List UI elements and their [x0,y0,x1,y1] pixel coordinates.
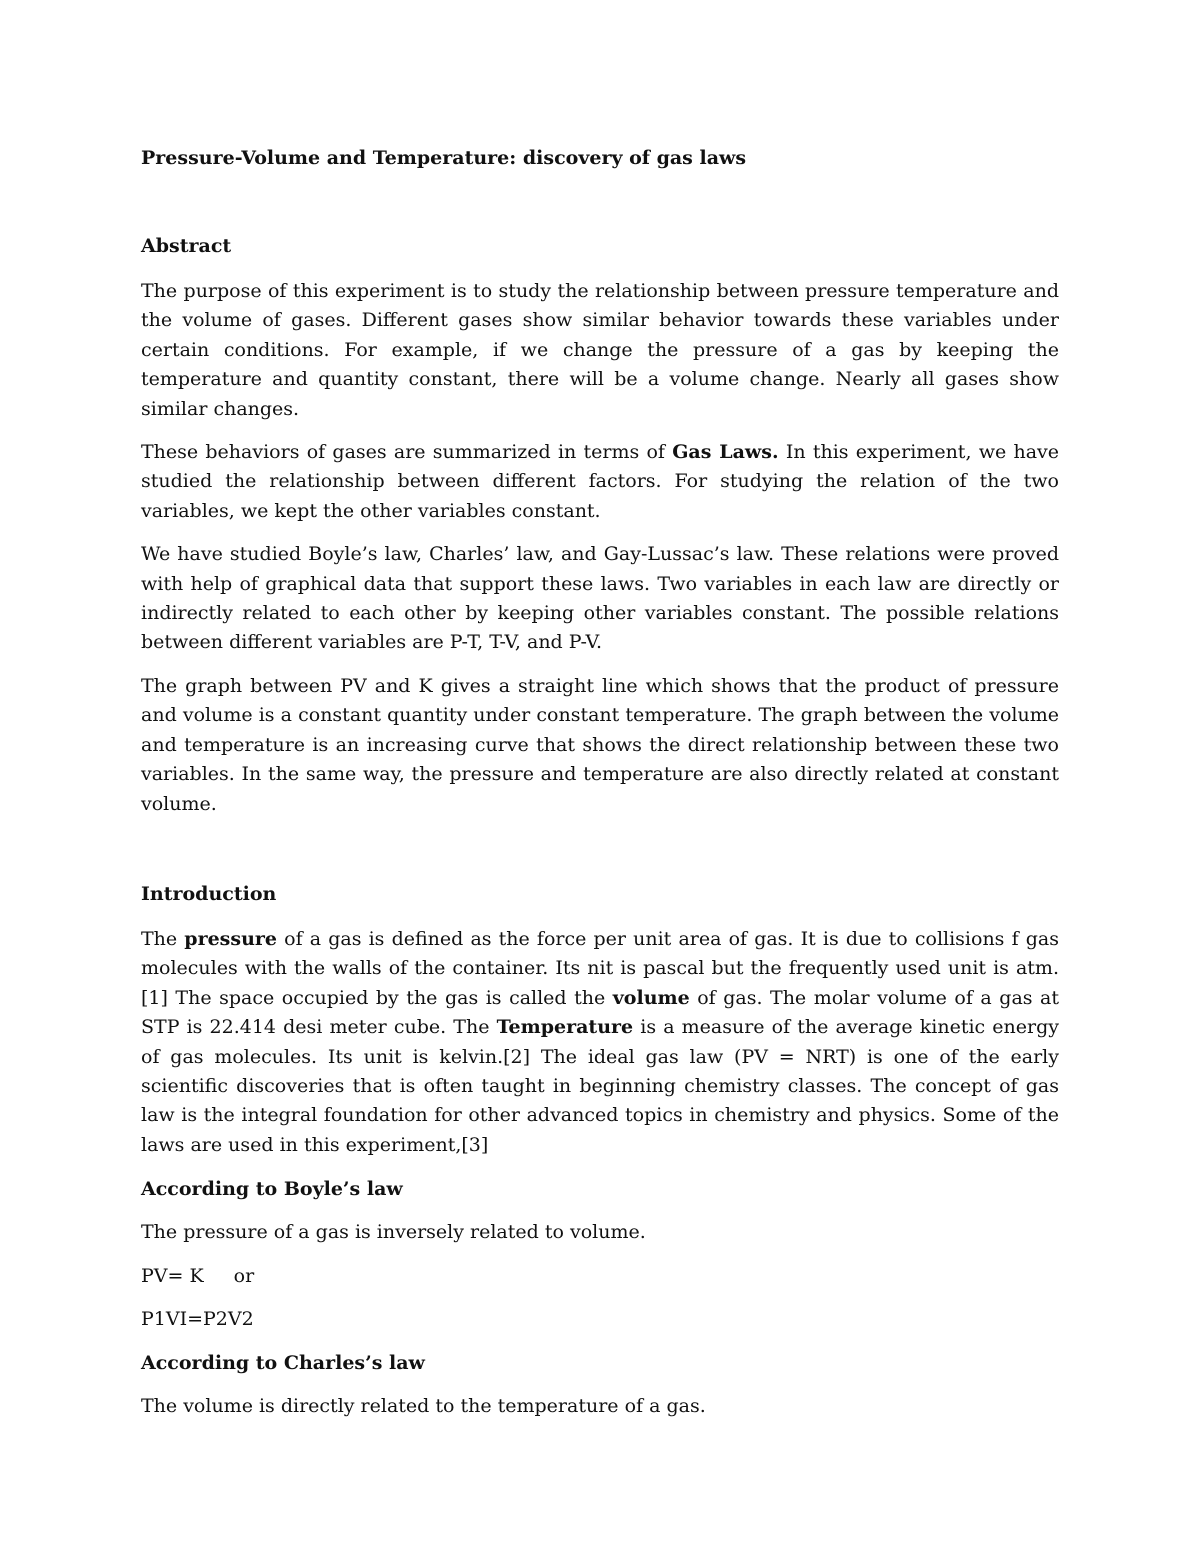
boyle-law-heading: According to Boyle’s law [141,1178,403,1201]
abstract-p2-text-a: These behaviors of gases are summarized in terms of [141,441,673,464]
introduction-heading: Introduction [141,882,277,905]
document-title: Pressure-Volume and Temperature: discovery of gas laws [141,147,747,169]
gas-laws-term: Gas Laws. [672,441,779,464]
pressure-term: pressure [184,927,277,950]
abstract-paragraph-2 [141,438,1059,526]
abstract-paragraph-3: We have studied Boyle’s law, Charles’ law, and Gay-Lussac’s law. These relations were proved with help of graphical data that support these laws. Two variables in each law are directly or indirectly related to each other by keeping other variables constant. The possible relations between different variables are P-T, T-V, and P-V. [141,543,1059,654]
document-page [141,145,1059,1436]
abstract-paragraph-4: The graph between PV and K gives a straight line which shows that the product of pressure and volume is a constant quantity under constant temperature. The graph between the volume and temperature is an increasing curve that shows the direct relationship between these two variables. In the same way, the pressure and temperature are also directly related at constant volume. [141,674,1059,815]
charles-law-heading: According to Charles’s law [141,1352,425,1375]
intro-text-2: of a gas is defined as the force per unit area of gas. It is due to collisions f gas molecules with the walls of the container. Its nit is pascal but the frequently used unit is atm.[1] The space occupied by the gas is called the [141,927,1059,1009]
intro-text-4: is a measure of the average kinetic energy of gas molecules. Its unit is kelvin.[2] The ideal gas law (PV = NRT) is one of the early scientific discoveries that is often taught in beginning chemistry classes. The concept of gas law is the integral foundation for other advanced topics in chemistry and physics. Some of the laws are used in this experiment,[3] [141,1016,1059,1156]
intro-text-1: The [141,927,185,950]
temperature-term: Temperature [496,1016,634,1039]
abstract-paragraph-1: The purpose of this experiment is to study the relationship between pressure temperature and the volume of gases. Different gases show similar behavior towards these variables under certain conditions. For example, if we change the pressure of a gas by keeping the temperature and quantity constant, there will be a volume change. Nearly all gases show similar changes. [141,280,1059,420]
boyle-law-statement: The pressure of a gas is inversely related to volume. [141,1221,646,1244]
charles-law-statement: The volume is directly related to the temperature of a gas. [141,1395,706,1418]
boyle-eq1-text: PV= K [141,1264,204,1287]
intro-text-3: of gas. The molar volume of a gas at STP is 22.414 desi meter cube. The [141,986,1060,1039]
abstract-p2-text-b: In this experiment, we have studied the relationship between different factors. For studying the relation of the two variables, we kept the other variables constant. [141,441,1060,522]
introduction-paragraph [141,925,1059,1160]
boyle-equation-2: P1VI=P2V2 [141,1307,254,1330]
volume-term: volume [612,986,690,1009]
boyle-eq1-or: or [233,1264,255,1287]
boyle-equation-1 [141,1262,1059,1291]
abstract-heading: Abstract [141,235,232,257]
